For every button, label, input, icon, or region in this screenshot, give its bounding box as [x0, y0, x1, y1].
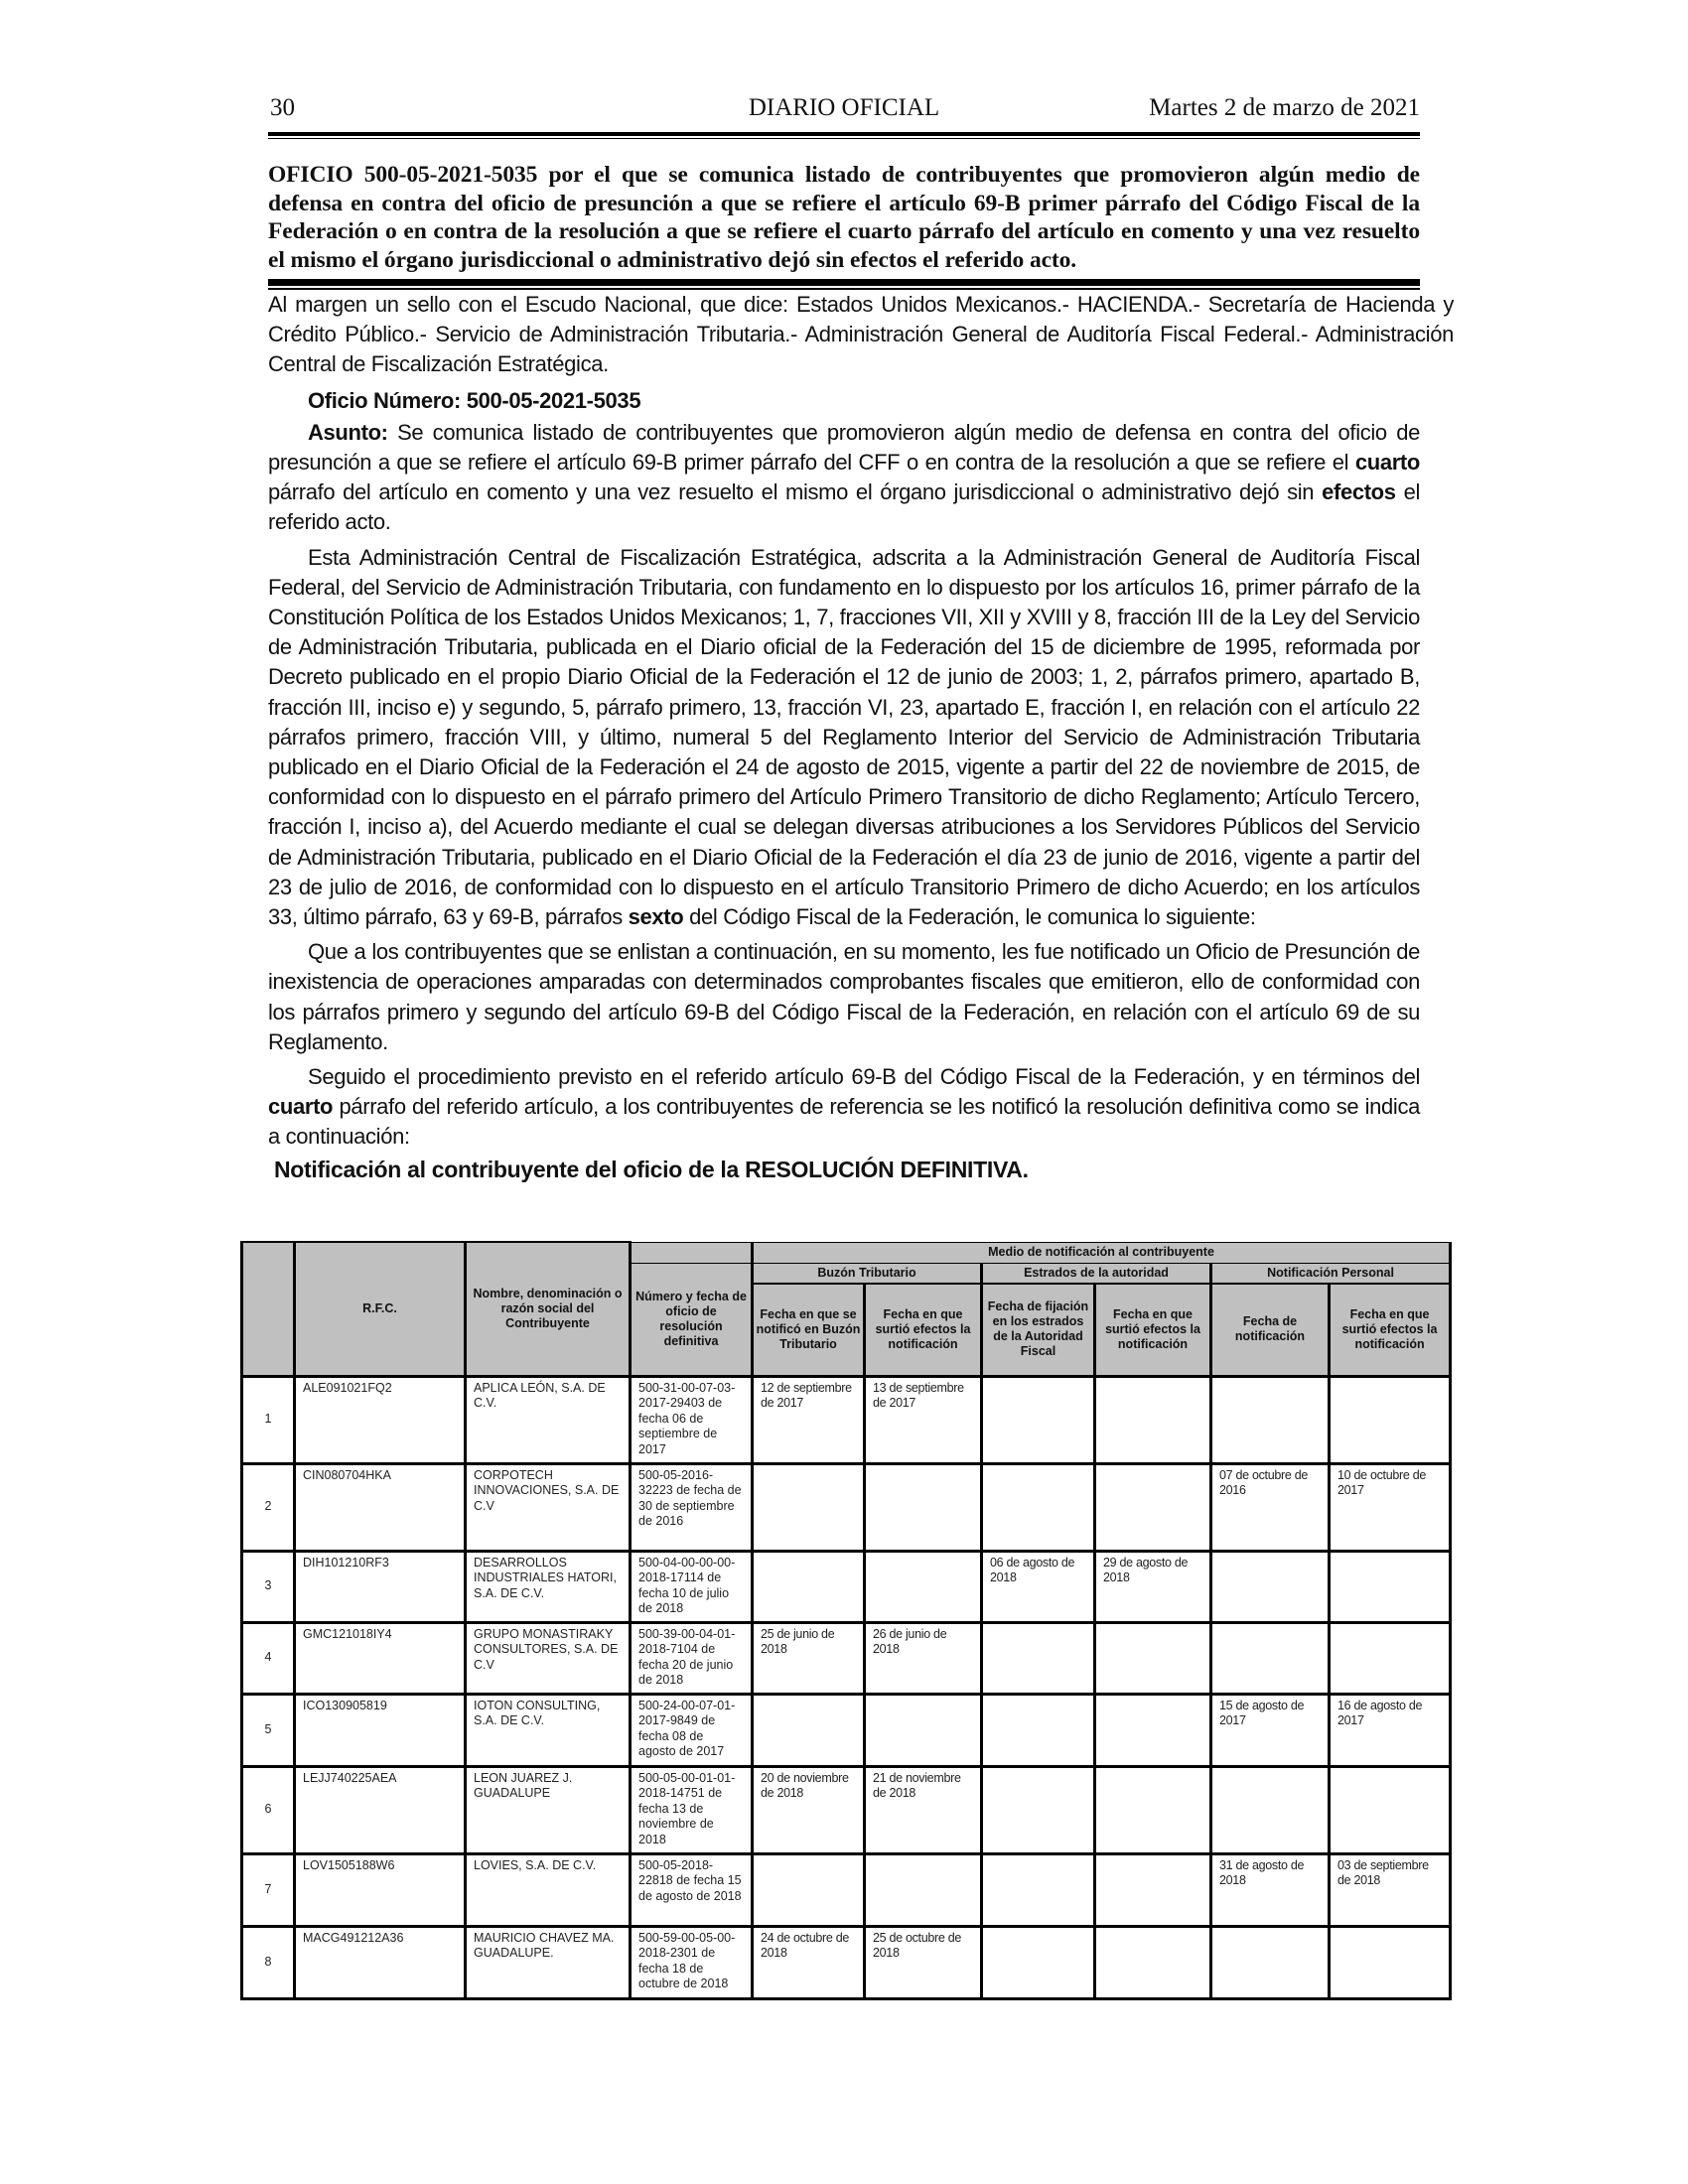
buzon-efectos-cell: 21 de noviembre de 2018: [865, 1766, 982, 1853]
buzon-efectos-cell: 13 de septiembre de 2017: [865, 1376, 982, 1463]
row-number: 3: [242, 1551, 295, 1622]
personal-efectos-cell: 03 de septiembre de 2018: [1330, 1853, 1451, 1926]
estrados-efectos-cell: [1095, 1376, 1211, 1463]
table-row: [242, 1853, 1451, 1926]
table-row: [242, 1551, 1451, 1622]
buzon-efectos-cell: 26 de junio de 2018: [865, 1622, 982, 1694]
header-buzon: Buzón Tributario: [753, 1263, 982, 1284]
buzon-efectos-cell: [865, 1551, 982, 1622]
buzon-fecha-cell: [753, 1694, 865, 1766]
estrados-fecha-cell: [982, 1694, 1095, 1766]
rfc-cell: CIN080704HKA: [295, 1463, 466, 1551]
document-body: [268, 290, 1454, 1153]
personal-efectos-cell: [1330, 1622, 1451, 1694]
publication-name: DIARIO OFICIAL: [748, 94, 940, 121]
header-personal-fecha: Fecha de notificación: [1211, 1284, 1330, 1376]
row-number: 4: [242, 1622, 295, 1694]
header-numero-top: [631, 1242, 753, 1263]
table-row: [242, 1694, 1451, 1766]
estrados-fecha-cell: [982, 1622, 1095, 1694]
buzon-efectos-cell: [865, 1694, 982, 1766]
personal-efectos-cell: [1330, 1551, 1451, 1622]
header-medio: Medio de notificación al contribuyente: [753, 1242, 1451, 1263]
buzon-fecha-cell: [753, 1551, 865, 1622]
row-number: 6: [242, 1766, 295, 1853]
oficio-cell: 500-05-00-01-01-2018-14751 de fecha 13 de noviembre de 2018: [631, 1766, 753, 1853]
personal-fecha-cell: [1211, 1766, 1330, 1853]
estrados-efectos-cell: [1095, 1766, 1211, 1853]
header-buzon-fecha: Fecha en que se notificó en Buzón Tributario: [753, 1284, 865, 1376]
personal-efectos-cell: [1330, 1926, 1451, 1998]
estrados-fecha-cell: 06 de agosto de 2018: [982, 1551, 1095, 1622]
table-row: [242, 1926, 1451, 1998]
personal-fecha-cell: [1211, 1622, 1330, 1694]
row-number: 8: [242, 1926, 295, 1998]
estrados-fecha-cell: [982, 1853, 1095, 1926]
oficio-cell: 500-05-2018-22818 de fecha 15 de agosto de 2018: [631, 1853, 753, 1926]
buzon-fecha-cell: [753, 1853, 865, 1926]
fundamento-paragraph: Esta Administración Central de Fiscalización Estratégica, adscrita a la Administración General de Auditoría Fiscal Federal, del Servicio de Administración Tributaria, con fundamento en lo dispuesto por los artículos 16, primer párrafo de la Constitución Política de los Estados Unidos Mexicanos; 1, 7, fracciones VII, XII y XVIII y 8, fracción III de la Ley del Servicio de Administración Tributaria, publicada en el Diario oficial de la Federación del 15 de diciembre de 1995, reformada por Decreto publicado en el propio Diario Oficial de la Federación el 12 de junio de 2003; 1, 2, párrafos primero, apartado B, fracción III, inciso e) y segundo, 5, párrafo primero, 13, fracción VI, 23, apartado E, fracción I, en relación con el artículo 22 párrafos primero, fracción VIII, y último, numeral 5 del Reglamento Interior del Servicio de Administración Tributaria publicado en el Diario Oficial de la Federación el 24 de agosto de 2015, vigente a partir del 22 de noviembre de 2015, de conformidad con lo dispuesto en el párrafo primero del Artículo Primero Transitorio de dicho Reglamento; Artículo Tercero, fracción I, inciso a), del Acuerdo mediante el cual se delegan diversas atribuciones a los Servidores Públicos del Servicio de Administración Tributaria, publicado en el Diario Oficial de la Federación el día 23 de junio de 2016, vigente a partir del 23 de julio de 2016, de conformidad con lo dispuesto en el artículo Transitorio Primero de dicho Acuerdo; en los artículos 33, último párrafo, 63 y 69-B, párrafos sexto del Código Fiscal de la Federación, le comunica lo siguiente:: [268, 544, 1420, 930]
nombre-cell: LEON JUAREZ J. GUADALUPE: [466, 1766, 631, 1853]
seguido-paragraph: Seguido el procedimiento previsto en el referido artículo 69-B del Código Fiscal de la Federación, y en términos del cuarto párrafo del referido artículo, a los contribuyentes de referencia se les notificó la resolución definitiva como se indica a continuación:: [268, 1064, 1420, 1150]
document-page: [268, 94, 1454, 1183]
oficio-cell: 500-24-00-07-01-2017-9849 de fecha 08 de agosto de 2017: [631, 1694, 753, 1766]
estrados-efectos-cell: [1095, 1853, 1211, 1926]
running-header: [268, 94, 1420, 126]
oficio-numero: Oficio Número: 500-05-2021-5035: [308, 387, 641, 413]
asunto-label: Asunto:: [308, 419, 388, 445]
title-divider: [268, 279, 1420, 290]
header-nombre: Nombre, denominación o razón social del Contribuyente: [466, 1242, 631, 1376]
oficio-cell: 500-39-00-04-01-2018-7104 de fecha 20 de junio de 2018: [631, 1622, 753, 1694]
buzon-efectos-cell: [865, 1853, 982, 1926]
row-number: 7: [242, 1853, 295, 1926]
nombre-cell: MAURICIO CHAVEZ MA. GUADALUPE.: [466, 1926, 631, 1998]
header-index: [242, 1242, 295, 1376]
table-row: [242, 1376, 1451, 1463]
estrados-efectos-cell: [1095, 1694, 1211, 1766]
header-estrados: Estrados de la autoridad: [982, 1263, 1211, 1284]
table-title: Notificación al contribuyente del oficio de la RESOLUCIÓN DEFINITIVA.: [274, 1156, 1029, 1182]
notificado-paragraph: Que a los contribuyentes que se enlistan a continuación, en su momento, les fue notificado un Oficio de Presunción de inexistencia de operaciones amparadas con determinados comprobantes fiscales que emitieron, ello de conformidad con los párrafos primero y segundo del artículo 69-B del Código Fiscal de la Federación, en relación con el artículo 69 de su Reglamento.: [268, 939, 1420, 1054]
oficio-cell: 500-31-00-07-03-2017-29403 de fecha 06 de septiembre de 2017: [631, 1376, 753, 1463]
personal-fecha-cell: [1211, 1551, 1330, 1622]
personal-fecha-cell: [1211, 1376, 1330, 1463]
personal-efectos-cell: [1330, 1376, 1451, 1463]
personal-fecha-cell: [1211, 1926, 1330, 1998]
header-estrados-efectos: Fecha en que surtió efectos la notificación: [1095, 1284, 1211, 1376]
buzon-efectos-cell: [865, 1463, 982, 1551]
header-rfc: R.F.C.: [295, 1242, 466, 1376]
personal-efectos-cell: [1330, 1766, 1451, 1853]
personal-fecha-cell: 31 de agosto de 2018: [1211, 1853, 1330, 1926]
row-number: 1: [242, 1376, 295, 1463]
header-buzon-efectos: Fecha en que surtió efectos la notificación: [865, 1284, 982, 1376]
estrados-efectos-cell: [1095, 1622, 1211, 1694]
margin-note: Al margen un sello con el Escudo Nacional, que dice: Estados Unidos Mexicanos.- HACIENDA.- Secretaría de Hacienda y Crédito Público.- Servicio de Administración Tributaria.- Administración General de Auditoría Fiscal Federal.- Administración Central de Fiscalización Estratégica.: [268, 292, 1454, 377]
asunto-paragraph: Asunto: Se comunica listado de contribuyentes que promovieron algún medio de defensa en contra del oficio de presunción a que se refiere el artículo 69-B primer párrafo del CFF o en contra de la resolución a que se refiere el cuarto párrafo del artículo en comento y una vez resuelto el mismo el órgano jurisdiccional o administrativo dejó sin efectos el referido acto.: [268, 419, 1420, 535]
page-number: 30: [270, 94, 295, 121]
rfc-cell: DIH101210RF3: [295, 1551, 466, 1622]
oficio-cell: 500-59-00-05-00-2018-2301 de fecha 18 de octubre de 2018: [631, 1926, 753, 1998]
header-estrados-fecha: Fecha de fijación en los estrados de la Autoridad Fiscal: [982, 1284, 1095, 1376]
estrados-fecha-cell: [982, 1376, 1095, 1463]
nombre-cell: GRUPO MONASTIRAKY CONSULTORES, S.A. DE C.V: [466, 1622, 631, 1694]
estrados-efectos-cell: [1095, 1926, 1211, 1998]
table-row: [242, 1463, 1451, 1551]
rfc-cell: ALE091021FQ2: [295, 1376, 466, 1463]
estrados-fecha-cell: [982, 1766, 1095, 1853]
personal-fecha-cell: 07 de octubre de 2016: [1211, 1463, 1330, 1551]
nombre-cell: DESARROLLOS INDUSTRIALES HATORI, S.A. DE C.V.: [466, 1551, 631, 1622]
document-title: OFICIO 500-05-2021-5035 por el que se comunica listado de contribuyentes que promovieron algún medio de defensa en contra del oficio de presunción a que se refiere el artículo 69-B primer párrafo del Código Fiscal de la Federación o en contra de la resolución a que se refiere el cuarto párrafo del artículo en comento y una vez resuelto el mismo el órgano jurisdiccional o administrativo dejó sin efectos el referido acto.: [268, 162, 1420, 273]
publication-date: Martes 2 de marzo de 2021: [1149, 94, 1420, 121]
contribuyentes-table: [240, 1241, 1452, 2000]
header-divider: [268, 132, 1420, 139]
row-number: 2: [242, 1463, 295, 1551]
rfc-cell: GMC121018IY4: [295, 1622, 466, 1694]
nombre-cell: IOTON CONSULTING, S.A. DE C.V.: [466, 1694, 631, 1766]
estrados-efectos-cell: [1095, 1463, 1211, 1551]
personal-fecha-cell: 15 de agosto de 2017: [1211, 1694, 1330, 1766]
buzon-efectos-cell: 25 de octubre de 2018: [865, 1926, 982, 1998]
row-number: 5: [242, 1694, 295, 1766]
rfc-cell: MACG491212A36: [295, 1926, 466, 1998]
nombre-cell: LOVIES, S.A. DE C.V.: [466, 1853, 631, 1926]
buzon-fecha-cell: 20 de noviembre de 2018: [753, 1766, 865, 1853]
estrados-fecha-cell: [982, 1926, 1095, 1998]
table-row: [242, 1622, 1451, 1694]
personal-efectos-cell: 10 de octubre de 2017: [1330, 1463, 1451, 1551]
header-personal-efectos: Fecha en que surtió efectos la notificación: [1330, 1284, 1451, 1376]
buzon-fecha-cell: [753, 1463, 865, 1551]
header-numero: Número y fecha de oficio de resolución definitiva: [631, 1263, 753, 1376]
table-row: [242, 1766, 1451, 1853]
buzon-fecha-cell: 12 de septiembre de 2017: [753, 1376, 865, 1463]
oficio-cell: 500-05-2016-32223 de fecha de 30 de septiembre de 2016: [631, 1463, 753, 1551]
rfc-cell: LEJJ740225AEA: [295, 1766, 466, 1853]
buzon-fecha-cell: 25 de junio de 2018: [753, 1622, 865, 1694]
oficio-cell: 500-04-00-00-00-2018-17114 de fecha 10 de julio de 2018: [631, 1551, 753, 1622]
rfc-cell: LOV1505188W6: [295, 1853, 466, 1926]
rfc-cell: ICO130905819: [295, 1694, 466, 1766]
nombre-cell: CORPOTECH INNOVACIONES, S.A. DE C.V: [466, 1463, 631, 1551]
nombre-cell: APLICA LEÓN, S.A. DE C.V.: [466, 1376, 631, 1463]
header-personal: Notificación Personal: [1211, 1263, 1451, 1284]
personal-efectos-cell: 16 de agosto de 2017: [1330, 1694, 1451, 1766]
estrados-efectos-cell: 29 de agosto de 2018: [1095, 1551, 1211, 1622]
estrados-fecha-cell: [982, 1463, 1095, 1551]
buzon-fecha-cell: 24 de octubre de 2018: [753, 1926, 865, 1998]
